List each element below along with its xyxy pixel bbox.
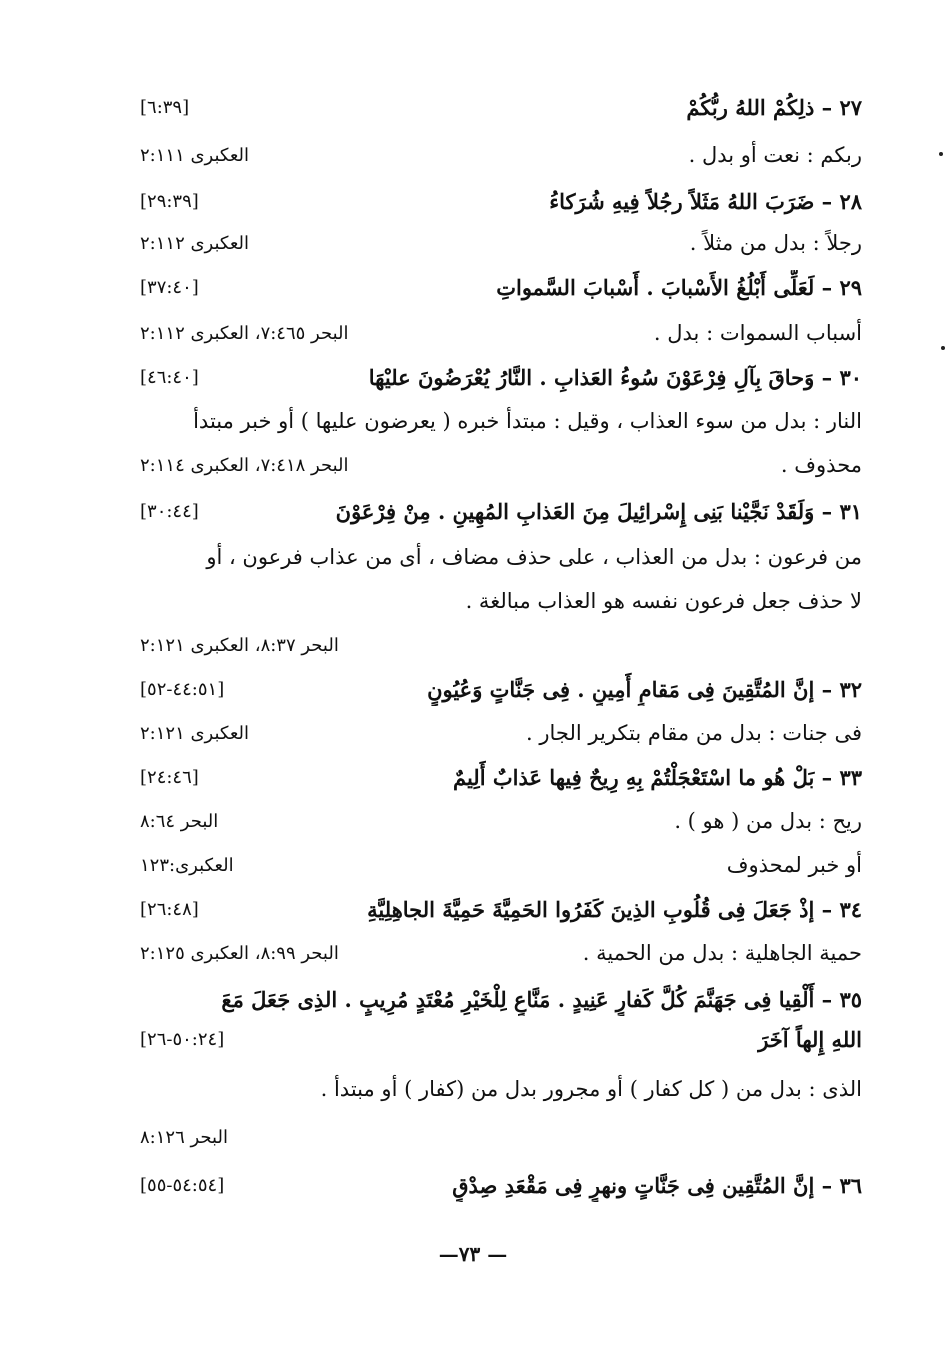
- commentary-text: حمية الجاهلية : بدل من الحمية .: [582, 941, 862, 965]
- verse-text: ٣٣ – بَلْ هُو ما اسْتَعْجَلْتُمْ بِهِ رِيحٌ فِيها عَذابٌ أَلِيمٌ: [452, 764, 862, 790]
- reference-citation: البحر ٨:٩٩، العكبرى ٢:١٢٥: [140, 942, 339, 964]
- reference-citation: [٥٠:٢٤-٢٦]: [140, 1028, 225, 1050]
- text-line: [140, 316, 862, 350]
- text-line: [140, 982, 862, 1016]
- commentary-text: محذوف .: [780, 453, 862, 477]
- text-line: [140, 716, 862, 750]
- text-line: [140, 404, 862, 438]
- verse-text: ٣٥ – أَلْقِيا فِى جَهَنَّمَ كُلَّ كَفارٍ عَنِيدٍ . مَنَّاعٍ لِلْخَيْرِ مُعْتَدٍ مُرِيبٍ . الذِى جَعَلَ مَعَ: [221, 986, 862, 1012]
- text-line: [140, 138, 862, 172]
- reference-citation: البحر ٨:١٢٦: [140, 1126, 228, 1148]
- commentary-text: رجلاً : بدل من مثلاً .: [689, 231, 862, 255]
- text-line: [140, 448, 862, 482]
- commentary-text: أو خبر لمحذوف: [726, 853, 862, 877]
- reference-citation: البحر ٧:٤٦٥، العكبرى ٢:١١٢: [140, 322, 349, 344]
- scan-mark: [939, 152, 943, 156]
- reference-citation: العكبرى ٢:١١١: [140, 144, 250, 166]
- text-line: [140, 760, 862, 794]
- reference-citation: [٣٧:٤٠]: [140, 276, 199, 298]
- verse-text: ٣٤ – إذْ جَعَلَ فِى قُلُوبِ الذِينَ كَفَرُوا الحَمِيَّةَ حَمِيَّةَ الجاهِلِيَّةِ: [367, 896, 862, 922]
- text-line: [140, 184, 862, 218]
- text-line: [140, 628, 862, 662]
- commentary-text: ربكم : نعت أو بدل .: [688, 143, 862, 167]
- reference-citation: [٦:٣٩]: [140, 96, 190, 118]
- commentary-text: من فرعون : بدل من العذاب ، على حذف مضاف ، أى من عذاب فرعون ، أو: [206, 545, 862, 569]
- text-line: [140, 226, 862, 260]
- verse-text: ٢٨ – ضَرَبَ اللهُ مَثَلاً رجُلاً فِيهِ شُرَكاءُ: [549, 188, 862, 214]
- text-line: [140, 1022, 862, 1056]
- verse-text: ٣٦ – إنَّ المُتَّقِين فِى جَنَّاتٍ ونهرٍ فِى مَقْعَدِ صِدْقٍ: [452, 1172, 862, 1198]
- text-line: [140, 672, 862, 706]
- verse-text: ٢٧ – ذلِكُمْ اللهُ ربُّكُمْ: [686, 94, 862, 120]
- text-line: [140, 270, 862, 304]
- reference-citation: [٤٤:٥١-٥٢]: [140, 678, 225, 700]
- verse-text: اللهِ إِلهاً آخَرَ: [758, 1026, 862, 1052]
- text-line: [140, 1168, 862, 1202]
- reference-citation: البحر ٧:٤١٨، العكبرى ٢:١١٤: [140, 454, 349, 476]
- reference-citation: البحر ٨:٦٤: [140, 810, 219, 832]
- commentary-text: فى جنات : بدل من مقام بتكرير الجار .: [526, 721, 862, 745]
- scan-mark: [941, 346, 945, 350]
- verse-text: ٣٢ – إنَّ المُتَّقِينَ فِى مَقامٍ أَمِينٍ . فِى جَنَّاتٍ وَعُيُونٍ: [427, 676, 862, 702]
- reference-citation: [٢٩:٣٩]: [140, 190, 199, 212]
- commentary-text: لا حذف جعل فرعون نفسه هو العذاب مبالغة .: [465, 589, 862, 613]
- text-line: [140, 360, 862, 394]
- text-line: [140, 494, 862, 528]
- commentary-text: أسباب السموات : بدل .: [653, 321, 862, 345]
- verse-text: ٣٠ – وَحاقَ بِآلِ فِرْعَوْنَ سُوءُ العَذابِ . النَّارُ يُعْرَضُونَ عليْهَا: [368, 364, 862, 390]
- text-line: [140, 1072, 862, 1106]
- text-line: [140, 90, 862, 124]
- reference-citation: [٥٤:٥٤-٥٥]: [140, 1174, 225, 1196]
- reference-citation: [٤٦:٤٠]: [140, 366, 199, 388]
- reference-citation: [٣٠:٤٤]: [140, 500, 199, 522]
- text-line: [140, 804, 862, 838]
- reference-citation: [٢٦:٤٨]: [140, 898, 199, 920]
- verse-text: ٣١ – وَلَقَدْ نَجَّيْنا بَنِى إِسْرائِيلَ مِنَ العَذابِ المُهِينِ . مِنْ فِرْعَوْنَ: [335, 498, 862, 524]
- text-line: [140, 584, 862, 618]
- commentary-text: الذى : بدل من ( كل كفار ) أو مجرور بدل من (كفار ) أو مبتدأ .: [320, 1077, 862, 1101]
- commentary-text: ريح : بدل من ( هو ) .: [674, 809, 862, 833]
- text-line: [140, 1120, 862, 1154]
- text-line: [140, 892, 862, 926]
- reference-citation: العكبرى ٢:١١٢: [140, 232, 250, 254]
- reference-citation: [٢٤:٤٦]: [140, 766, 199, 788]
- text-line: [140, 936, 862, 970]
- page-number: — ٧٣—: [438, 1242, 508, 1266]
- reference-citation: العكبرى ٢:١٢١: [140, 722, 250, 744]
- text-line: [140, 848, 862, 882]
- commentary-text: النار : بدل من سوء العذاب ، وقيل : مبتدأ خبره ( يعرضون عليها ) أو خبر مبتدأ: [193, 409, 862, 433]
- verse-text: ٢٩ – لَعَلِّى أَبْلُغُ الأَسْبابَ . أَسْبابَ السَّمواتِ: [496, 274, 862, 300]
- reference-citation: العكبرى:١٢٣: [140, 854, 234, 876]
- reference-citation: البحر ٨:٣٧، العكبرى ٢:١٢١: [140, 634, 339, 656]
- text-line: [140, 540, 862, 574]
